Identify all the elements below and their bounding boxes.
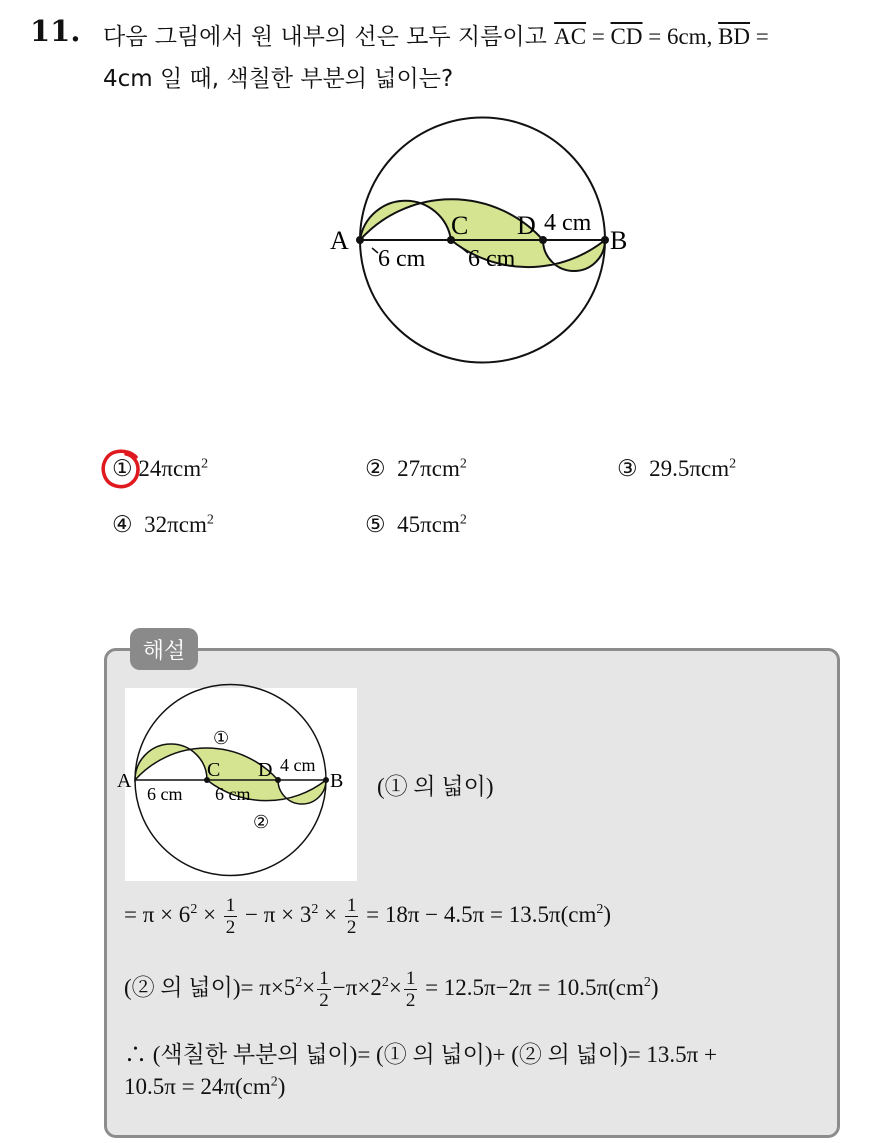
sol2-g: ) bbox=[650, 974, 659, 1000]
point-d bbox=[539, 236, 547, 244]
solution-label-a: A bbox=[117, 770, 132, 792]
solution-line-1 bbox=[124, 895, 611, 938]
choice-5-exp: 2 bbox=[459, 512, 467, 528]
choice-1-value: 24πcm bbox=[138, 456, 202, 481]
sol4-a: 10.5π = 24π(cm bbox=[124, 1074, 271, 1099]
solution-point-d bbox=[275, 777, 281, 783]
sol3-c: = 13.5π + bbox=[627, 1042, 718, 1067]
choice-3[interactable] bbox=[617, 456, 736, 482]
point-b bbox=[601, 236, 609, 244]
solution-badge: 해설 bbox=[130, 628, 198, 670]
solution-point-b bbox=[323, 777, 329, 783]
solution-label-db-length: 4 cm bbox=[280, 755, 316, 775]
sol1-sq1: 2 bbox=[190, 902, 198, 918]
sol2-e: × bbox=[388, 974, 402, 1000]
choice-3-mark: ③ bbox=[617, 456, 638, 481]
fraction-half-3 bbox=[317, 968, 331, 1011]
sol2-d: −π×2 bbox=[332, 974, 382, 1000]
frac1-den: 2 bbox=[225, 917, 236, 938]
fraction-half-2 bbox=[345, 895, 359, 938]
equals-1: = bbox=[586, 24, 611, 49]
question-number: 11. bbox=[30, 14, 81, 48]
label-a: A bbox=[330, 226, 349, 255]
solution-line-3 bbox=[124, 1036, 717, 1069]
equals-2: = 6cm, bbox=[642, 24, 719, 49]
frac4-den: 2 bbox=[405, 990, 416, 1011]
choice-3-exp: 2 bbox=[729, 456, 737, 472]
choice-5-value: 45πcm bbox=[397, 512, 460, 537]
choice-2-exp: 2 bbox=[459, 456, 467, 472]
main-figure bbox=[320, 115, 640, 385]
choice-4-exp: 2 bbox=[206, 512, 214, 528]
label-b: B bbox=[610, 226, 628, 255]
solution-label-b: B bbox=[330, 770, 344, 792]
solution-label-cd-length: 6 cm bbox=[215, 784, 251, 804]
question-line-1 bbox=[103, 18, 769, 51]
segment-bd: $\overline{BD}$ bbox=[718, 24, 751, 49]
area1-label: (① 의 넓이) bbox=[377, 774, 494, 799]
sol1-a: = π × 6 bbox=[124, 901, 191, 927]
choice-4[interactable] bbox=[112, 512, 214, 538]
frac3-den: 2 bbox=[319, 990, 329, 1011]
choice-3-value: 29.5πcm bbox=[649, 456, 730, 481]
fraction-half-1 bbox=[224, 895, 238, 938]
sol2-sq2: 2 bbox=[381, 975, 389, 991]
solution-region-2: ② bbox=[253, 812, 270, 833]
choice-4-mark: ④ bbox=[112, 512, 133, 537]
sol4-sq: 2 bbox=[270, 1074, 278, 1090]
equals-3: = bbox=[750, 24, 769, 49]
sol1-f: ) bbox=[603, 901, 612, 927]
label-d: D bbox=[517, 211, 536, 240]
solution-label-ac-length: 6 cm bbox=[147, 784, 183, 804]
label-cd-length: 6 cm bbox=[468, 246, 516, 272]
segment-ac: $\overline{AC}$ bbox=[554, 24, 587, 49]
frac4-num: 1 bbox=[405, 968, 416, 989]
question-text-1: 다음 그림에서 원 내부의 선은 모두 지름이고 bbox=[103, 24, 547, 50]
sol2-b: = π×5 bbox=[240, 974, 296, 1000]
choice-4-value: 32πcm bbox=[144, 512, 207, 537]
solution-figure bbox=[117, 688, 357, 881]
label-c: C bbox=[451, 211, 469, 240]
solution-region-1: ① bbox=[213, 728, 230, 749]
choice-5-mark: ⑤ bbox=[365, 512, 386, 537]
sol2-f: = 12.5π−2π = 10.5π(cm bbox=[419, 974, 644, 1000]
sol3-b: = (① 의 넓이)+ (② 의 넓이) bbox=[357, 1042, 628, 1067]
sol1-d: × bbox=[318, 901, 343, 927]
choice-1-exp: 2 bbox=[201, 456, 209, 472]
sol2-sq1: 2 bbox=[295, 975, 303, 991]
question-line-2: 4cm 일 때, 색칠한 부분의 넓이는? bbox=[103, 66, 454, 92]
segment-cd: $\overline{CD}$ bbox=[610, 24, 643, 49]
sol1-e: = 18π − 4.5π = 13.5π(cm bbox=[360, 901, 597, 927]
solution-line-2 bbox=[124, 968, 659, 1011]
sol1-b: × bbox=[197, 901, 222, 927]
label-db-length: 4 cm bbox=[544, 210, 592, 236]
choice-2-mark: ② bbox=[365, 456, 386, 481]
frac2-num: 1 bbox=[346, 895, 357, 916]
sol4-b: ) bbox=[277, 1074, 286, 1099]
label-ac-length: 6 cm bbox=[378, 246, 426, 272]
sol3-a: ∴ (색칠한 부분의 넓이) bbox=[124, 1042, 358, 1067]
sol2-a: (② 의 넓이) bbox=[124, 974, 241, 1000]
sol1-sq3: 2 bbox=[596, 902, 604, 918]
sol2-sq3: 2 bbox=[643, 975, 651, 991]
solution-label-d: D bbox=[258, 759, 273, 781]
choice-2-value: 27πcm bbox=[397, 456, 460, 481]
choice-1-mark: ① bbox=[112, 456, 133, 481]
choice-2[interactable] bbox=[365, 456, 467, 482]
sol1-c: − π × 3 bbox=[239, 901, 312, 927]
sol1-sq2: 2 bbox=[311, 902, 319, 918]
solution-line-4 bbox=[124, 1074, 285, 1100]
frac2-den: 2 bbox=[346, 917, 357, 938]
frac1-num: 1 bbox=[225, 895, 236, 916]
selected-answer-circle bbox=[98, 447, 144, 491]
fraction-half-4 bbox=[404, 968, 418, 1011]
point-a bbox=[356, 236, 364, 244]
frac3-num: 1 bbox=[319, 968, 329, 989]
solution-label-c: C bbox=[207, 759, 221, 781]
sol2-c: × bbox=[302, 974, 316, 1000]
choice-5[interactable] bbox=[365, 512, 467, 538]
